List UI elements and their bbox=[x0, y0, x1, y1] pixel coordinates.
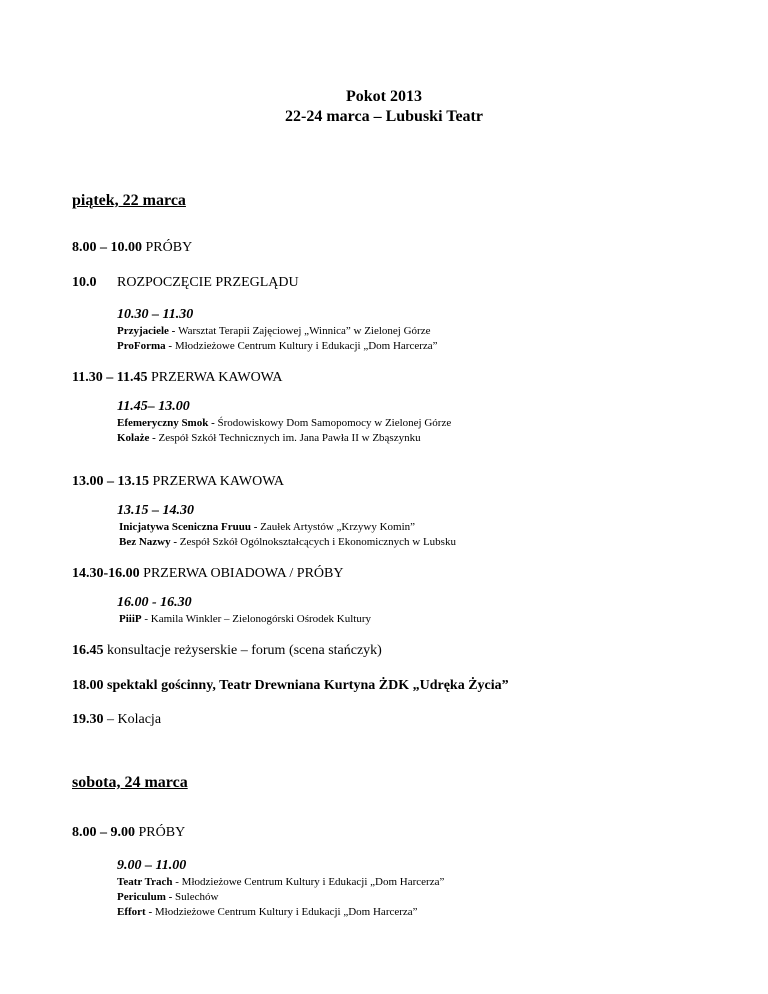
performer-entry bbox=[117, 325, 431, 337]
block-time: 10.30 – 11.30 bbox=[117, 307, 194, 322]
schedule-time: 10.0 bbox=[72, 275, 97, 290]
performer-desc: Młodzieżowe Centrum Kultury i Edukacji „Dom Harcerza” bbox=[154, 906, 418, 918]
schedule-item bbox=[72, 712, 161, 728]
schedule-item bbox=[72, 474, 284, 490]
performer-name: Inicjatywa Sceniczna Fruuu - bbox=[119, 521, 261, 533]
schedule-time: 16.45 bbox=[72, 643, 104, 658]
performer-name: Przyjaciele - bbox=[117, 325, 179, 337]
document-title: Pokot 2013 bbox=[346, 88, 422, 105]
schedule-item bbox=[72, 825, 185, 841]
performer-desc: Młodzieżowe Centrum Kultury i Edukacji „Dom Harcerza” bbox=[174, 340, 438, 352]
performer-name: PiiiP bbox=[119, 613, 142, 625]
schedule-text: PRZERWA KAWOWA bbox=[147, 370, 283, 385]
schedule-time: 11.30 – 11.45 bbox=[72, 370, 148, 385]
schedule-time: 8.00 – 10.00 bbox=[72, 240, 142, 255]
performer-entry bbox=[119, 536, 456, 548]
document-subtitle: 22-24 marca – Lubuski Teatr bbox=[285, 108, 483, 125]
performer-desc: Zespół Szkół Technicznych im. Jana Pawła II w Zbąszynku bbox=[158, 432, 421, 444]
performer-entry bbox=[117, 906, 418, 918]
block-time: 11.45– 13.00 bbox=[117, 399, 190, 414]
block-time: 13.15 – 14.30 bbox=[117, 503, 194, 518]
day-heading-friday: piątek, 22 marca bbox=[72, 192, 186, 209]
schedule-time: 14.30-16.00 bbox=[72, 566, 140, 581]
performer-entry bbox=[117, 417, 451, 429]
performer-desc: - Młodzieżowe Centrum Kultury i Edukacji „Dom Harcerza” bbox=[172, 876, 445, 888]
schedule-time: 19.30 bbox=[72, 712, 104, 727]
performer-name: Kolaże - bbox=[117, 432, 159, 444]
performer-entry bbox=[119, 521, 415, 533]
schedule-item bbox=[72, 643, 382, 659]
performer-entry bbox=[117, 340, 438, 352]
schedule-text: PRÓBY bbox=[135, 825, 186, 840]
schedule-item bbox=[72, 566, 343, 582]
schedule-text: PRZERWA KAWOWA bbox=[149, 474, 284, 489]
performer-entry bbox=[119, 613, 371, 625]
performer-name: Periculum - bbox=[117, 891, 176, 903]
performer-entry bbox=[117, 891, 218, 903]
performer-desc: Zespół Szkół Ogólnokształcących i Ekonomicznych w Lubsku bbox=[179, 536, 456, 548]
performer-name: Effort - bbox=[117, 906, 155, 918]
schedule-text: PRZERWA OBIADOWA / PRÓBY bbox=[139, 566, 344, 581]
schedule-text: – Kolacja bbox=[103, 712, 162, 727]
performer-name: Efemeryczny Smok - bbox=[117, 417, 218, 429]
performer-name: Teatr Trach bbox=[117, 876, 173, 888]
performer-desc: Zaułek Artystów „Krzywy Komin” bbox=[260, 521, 416, 533]
performer-desc: Środowiskowy Dom Samopomocy w Zielonej Górze bbox=[217, 417, 452, 429]
schedule-item bbox=[72, 275, 97, 291]
block-time: 9.00 – 11.00 bbox=[117, 858, 187, 873]
schedule-item bbox=[72, 240, 192, 256]
day-heading-saturday: sobota, 24 marca bbox=[72, 774, 188, 791]
schedule-text: ROZPOCZĘCIE PRZEGLĄDU bbox=[117, 275, 299, 290]
performer-entry bbox=[117, 876, 444, 888]
block-time: 16.00 - 16.30 bbox=[117, 595, 192, 610]
schedule-text: PRÓBY bbox=[142, 240, 193, 255]
schedule-item bbox=[72, 370, 282, 386]
performer-name: Bez Nazwy - bbox=[119, 536, 180, 548]
guest-show: 18.00 spektakl gościnny, Teatr Drewniana Kurtyna ŻDK „Udręka Życia” bbox=[72, 678, 509, 693]
performer-name: ProForma - bbox=[117, 340, 175, 352]
performer-desc: Warsztat Terapii Zajęciowej „Winnica” w Zielonej Górze bbox=[178, 325, 431, 337]
schedule-text: konsultacje reżyserskie – forum (scena stańczyk) bbox=[103, 643, 382, 658]
schedule-time: 8.00 – 9.00 bbox=[72, 825, 135, 840]
performer-desc: Sulechów bbox=[175, 891, 219, 903]
schedule-time: 13.00 – 13.15 bbox=[72, 474, 149, 489]
performer-entry bbox=[117, 432, 421, 444]
performer-desc: - Kamila Winkler – Zielonogórski Ośrodek Kultury bbox=[141, 613, 372, 625]
